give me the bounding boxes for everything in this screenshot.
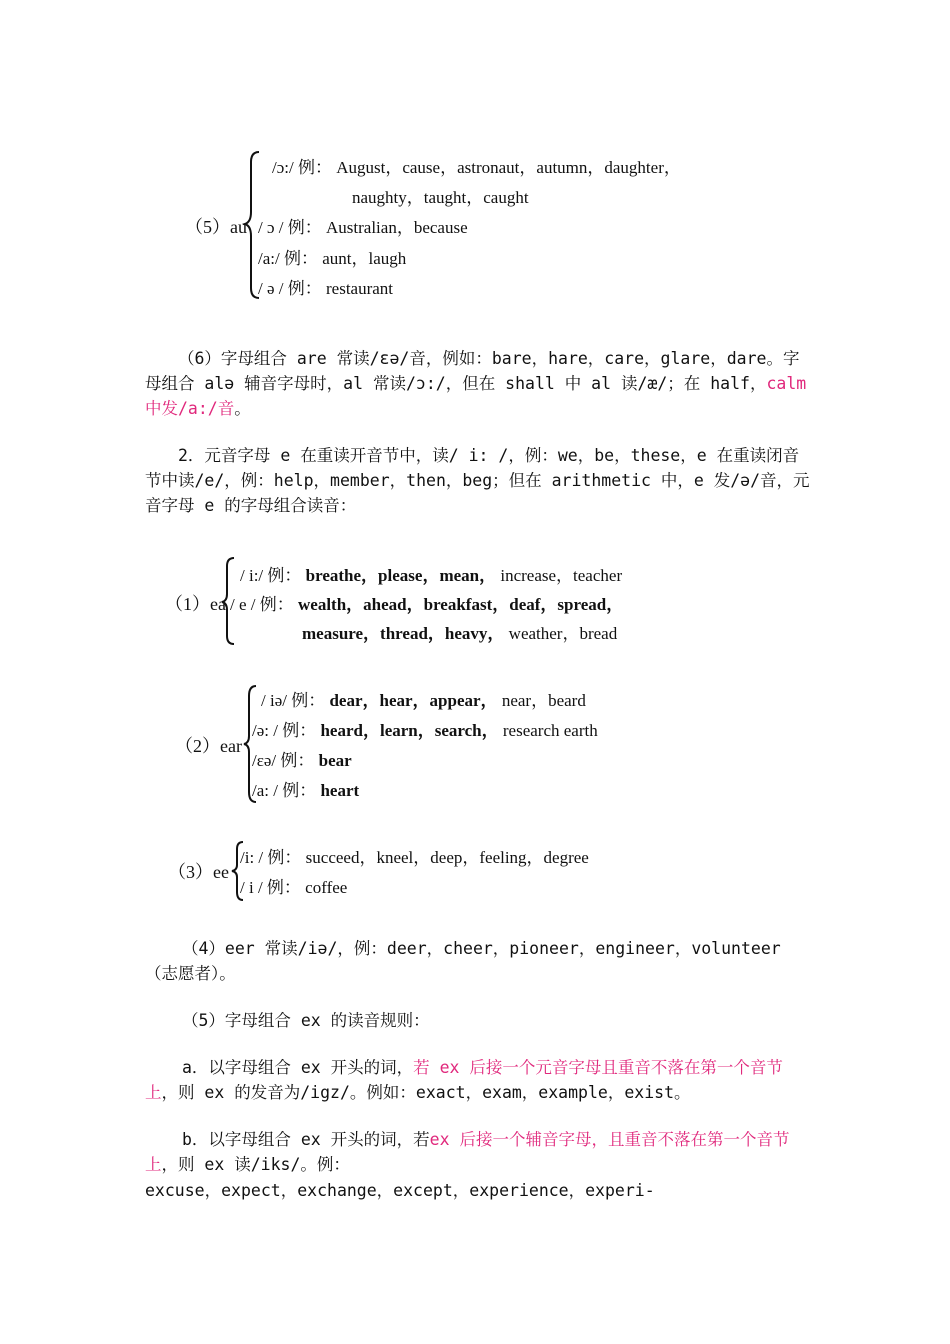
ipa-label: /a:/ 例： <box>258 249 318 268</box>
ea-label: （1）ea <box>165 594 226 614</box>
example-words-bold: wealth，ahead，breakfast，deaf，spread， <box>298 595 624 614</box>
example-words: succeed，kneel，deep，feeling，degree <box>305 848 589 867</box>
ea-row-3 <box>302 619 617 644</box>
paragraph-are-end: 。 <box>234 399 251 418</box>
paragraph-ex-a-text: a．以字母组合 ex 开头的词， <box>182 1058 414 1077</box>
paragraph-ex-text: （5）字母组合 ex 的读音规则： <box>182 1011 430 1030</box>
ipa-label: /ə: / 例： <box>252 721 317 740</box>
paragraph-are <box>145 346 810 421</box>
paragraph-ex-b-end: ，则 ex 读/iks/。例： <box>161 1155 350 1174</box>
au-label: （5）au <box>185 217 247 237</box>
example-words-bold: breathe，please，mean， <box>305 566 497 585</box>
paragraph-are-text: （6）字母组合 are 常读/εə/音，例如：bare，hare，care，glare，dare。字母组合 alə 辅音字母时，al 常读/ɔ:/，但在 shall 中 al 读/æ/；在 half， <box>145 349 800 393</box>
au-row-4 <box>258 244 406 269</box>
ear-row-4 <box>252 776 359 801</box>
paragraph-ex-a-highlight: 若 ex 后接一个元音字母且重音不落在第一个音节上 <box>145 1058 783 1102</box>
au-row-1 <box>272 153 681 178</box>
example-words: aunt，laugh <box>322 249 407 268</box>
example-words-bold: bear <box>318 751 352 770</box>
ear-label: （2）ear <box>175 736 242 756</box>
example-words: coffee <box>305 878 348 897</box>
paragraph-ex <box>145 1008 810 1033</box>
ipa-label: / ɔ / 例： <box>258 218 322 237</box>
example-words: August，cause，astronaut，autumn，daughter， <box>336 158 681 177</box>
au-row-5 <box>258 274 393 299</box>
paragraph-ex-a <box>145 1055 810 1105</box>
example-words-bold: measure，thread，heavy， <box>302 624 505 643</box>
example-words: Australian，because <box>326 218 468 237</box>
example-words: near，beard <box>501 691 586 710</box>
ear-row-2 <box>252 716 598 741</box>
paragraph-e-text: 2．元音字母 e 在重读开音节中，读/ i: /，例：we，be，these，e 在重读闭音节中读/e/，例：help，member，then，beg；但在 arithmetic 中，e 发/ə/音，元音字母 e 的字母组合读音： <box>145 446 810 515</box>
paragraph-ex-a-end: ，则 ex 的发音为/igz/。例如：exact，exam，example，exist。 <box>161 1083 691 1102</box>
example-words-bold: heart <box>320 781 360 800</box>
example-words: naughty，taught，caught <box>352 188 529 207</box>
au-row-2 <box>352 183 529 208</box>
paragraph-ex-b-example-words: excuse，expect，exchange，except，experience，experi- <box>145 1181 655 1200</box>
ea-row-2 <box>230 590 623 615</box>
example-words-bold: dear，hear，appear， <box>329 691 498 710</box>
ear-row-1 <box>261 686 586 711</box>
ipa-label: /a: / 例： <box>252 781 317 800</box>
paragraph-ex-b <box>145 1127 810 1177</box>
ipa-label: /εə/ 例： <box>252 751 315 770</box>
example-words: weather，bread <box>508 624 618 643</box>
ee-row-2 <box>240 873 347 898</box>
paragraph-e <box>145 443 810 518</box>
example-words: research earth <box>502 721 598 740</box>
ipa-label: / ə / 例： <box>258 279 322 298</box>
ear-row-3 <box>252 746 352 771</box>
au-row-3 <box>258 213 468 238</box>
paragraph-ex-b-text: b．以字母组合 ex 开头的词，若 <box>182 1130 430 1149</box>
paragraph-ex-b-examples <box>145 1178 810 1203</box>
ipa-label: /ɔ:/ 例： <box>272 158 332 177</box>
ipa-label: /i: / 例： <box>240 848 302 867</box>
example-words: increase，teacher <box>500 566 623 585</box>
ipa-label: / i:/ 例： <box>240 566 302 585</box>
example-words-bold: heard，learn，search， <box>320 721 499 740</box>
ee-label: （3）ee <box>168 862 229 882</box>
paragraph-eer <box>145 936 810 986</box>
paragraph-eer-text: （4）eer 常读/iə/，例：deer，cheer，pioneer，engineer，volunteer（志愿者）。 <box>145 939 781 983</box>
ee-row-1 <box>240 843 589 868</box>
ea-row-1 <box>240 561 622 586</box>
ipa-label: / iə/ 例： <box>261 691 326 710</box>
ipa-label: / i / 例： <box>240 878 301 897</box>
paragraph-are-highlight: calm 中发/a:/音 <box>145 374 807 418</box>
paragraph-ex-b-highlight: ex 后接一个辅音字母，且重音不落在第一个音节上 <box>145 1130 790 1174</box>
example-words: restaurant <box>326 279 394 298</box>
ipa-label: / e / 例： <box>230 595 294 614</box>
